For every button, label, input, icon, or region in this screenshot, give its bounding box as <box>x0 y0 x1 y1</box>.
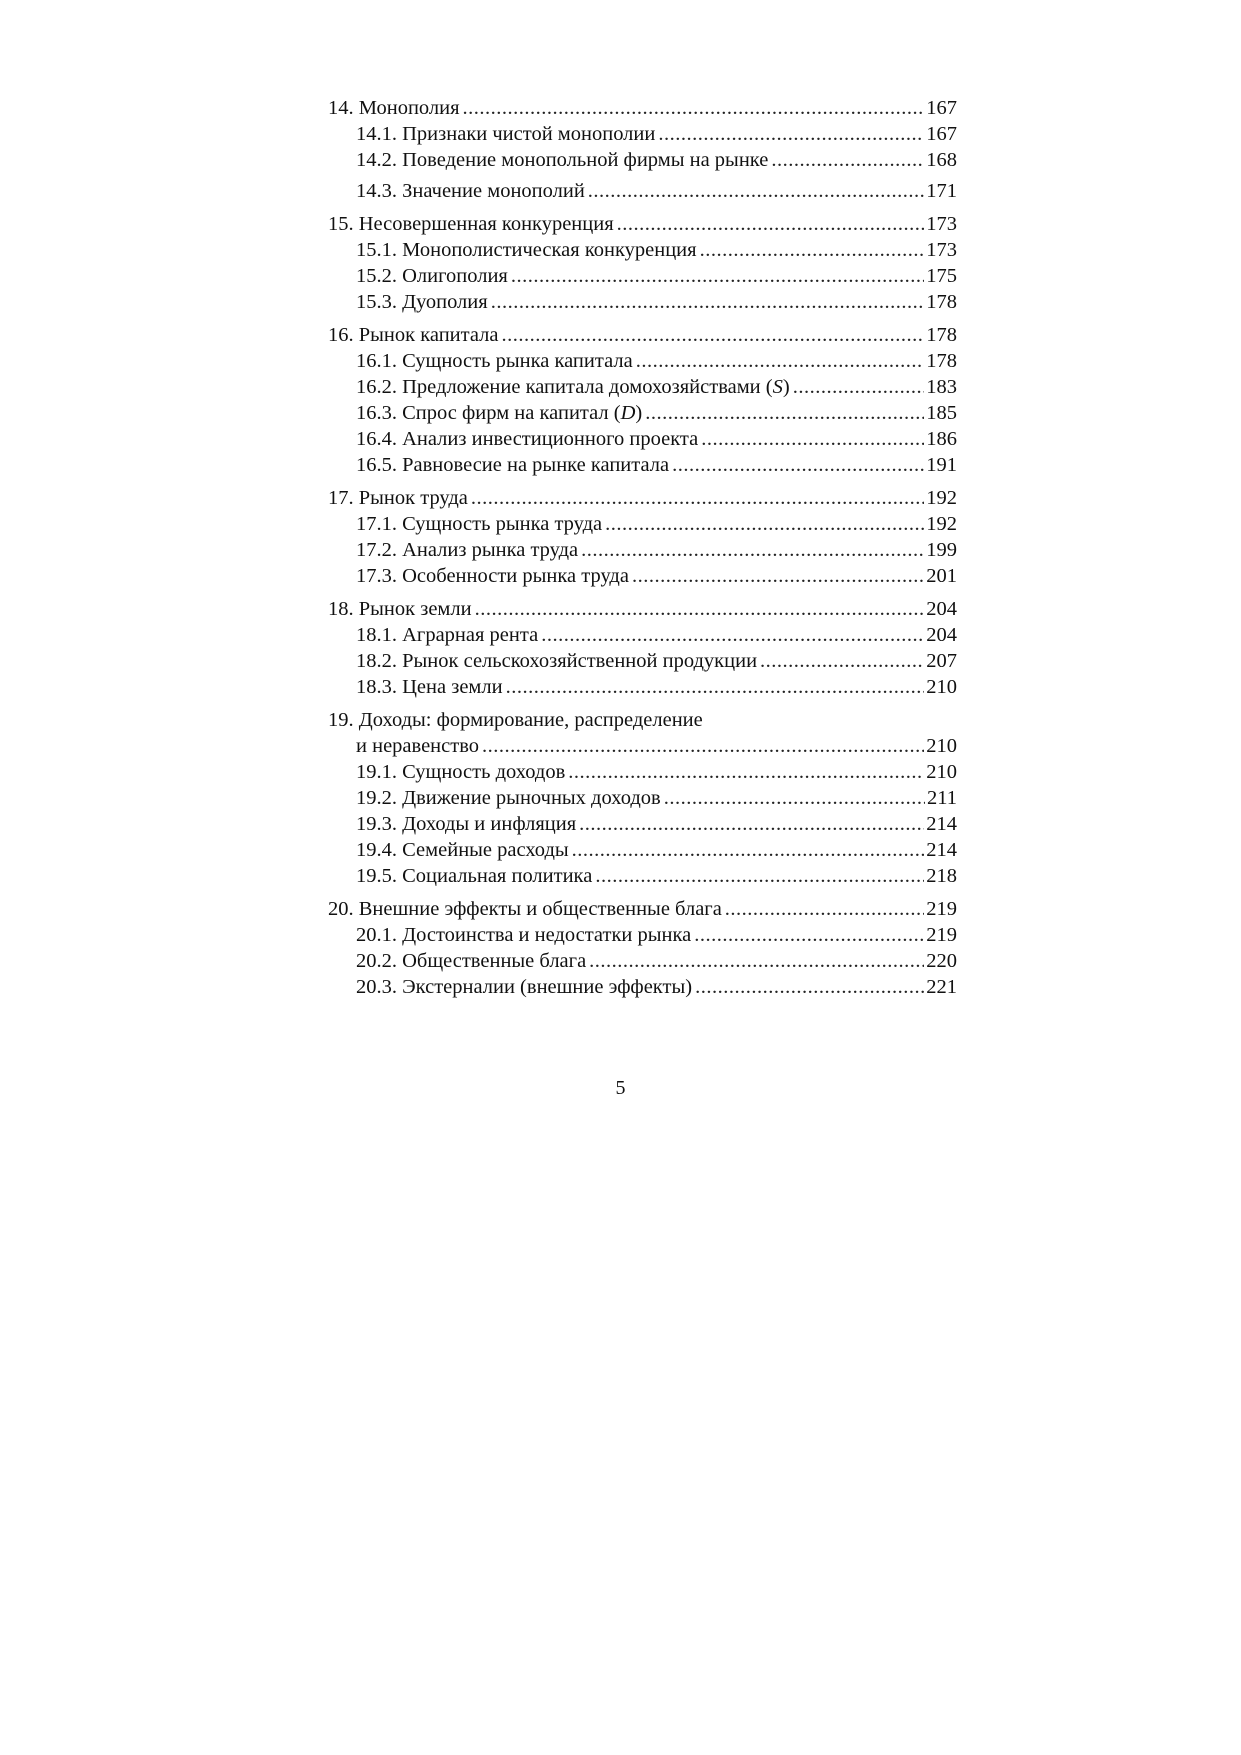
dot-leader <box>501 322 924 348</box>
toc-entry <box>328 922 957 948</box>
dot-leader <box>695 974 924 1000</box>
dot-leader <box>588 178 924 204</box>
toc-entry-page: 167 <box>926 123 957 145</box>
dot-leader <box>595 863 924 889</box>
toc-entry-page: 171 <box>926 180 957 202</box>
toc-entry <box>328 426 957 452</box>
toc-entry <box>328 537 957 563</box>
dot-leader <box>491 289 925 315</box>
toc-entry-title: 16.4. Анализ инвестиционного проекта <box>356 428 699 450</box>
toc-entry-title: 17.2. Анализ рынка труда <box>356 539 579 561</box>
toc-entry <box>328 263 957 289</box>
toc-entry-page: 220 <box>926 950 957 972</box>
toc-entry <box>328 707 957 733</box>
toc-entry-title: 20.1. Достоинства и недостатки рынка <box>356 924 692 946</box>
toc-entry <box>328 622 957 648</box>
toc-entry-title-main: 16.2. Предложение капитала домохозяйствами ( <box>356 376 773 398</box>
toc-entry-title: и неравенство <box>356 735 479 757</box>
toc-entry-title: 14.2. Поведение монопольной фирмы на рынке <box>356 149 769 171</box>
dot-leader <box>694 922 924 948</box>
toc-entry-page: 204 <box>926 598 957 620</box>
toc-entry-page: 218 <box>926 865 957 887</box>
dot-leader <box>541 622 924 648</box>
toc-entry-page: 214 <box>926 813 957 835</box>
dot-leader <box>568 759 924 785</box>
toc-entry-title: 18.3. Цена земли <box>356 676 503 698</box>
toc-entry-title-after: ) <box>635 402 643 424</box>
toc-entry-title-main: 16.3. Спрос фирм на капитал ( <box>356 402 621 424</box>
dot-leader <box>672 452 924 478</box>
toc-entry-page: 173 <box>926 239 957 261</box>
toc-entry-page: 204 <box>926 624 957 646</box>
dot-leader <box>482 733 924 759</box>
toc-entry-title: 20.2. Общественные блага <box>356 950 587 972</box>
toc-entry-title: 16.1. Сущность рынка капитала <box>356 350 633 372</box>
toc-entry-title <box>356 400 642 426</box>
toc-entry-page: 183 <box>926 376 957 398</box>
toc-entry <box>328 237 957 263</box>
toc-entry <box>328 348 957 374</box>
toc-entry-page: 173 <box>926 213 957 235</box>
toc-entry-title: 16.5. Равновесие на рынке капитала <box>356 454 670 476</box>
toc-entry-page: 219 <box>926 898 957 920</box>
toc-entry <box>328 896 957 922</box>
toc-entry <box>328 147 957 173</box>
toc-entry-title: 15.1. Монополистическая конкуренция <box>356 239 697 261</box>
toc-entry-page: 210 <box>926 676 957 698</box>
toc-entry-page: 178 <box>926 291 957 313</box>
dot-leader <box>725 896 924 922</box>
dot-leader <box>589 948 924 974</box>
toc-entry-page: 210 <box>926 735 957 757</box>
toc-entry-page: 214 <box>926 839 957 861</box>
toc-entry-title: 19.5. Социальная политика <box>356 865 593 887</box>
dot-leader <box>793 374 925 400</box>
toc-entry <box>328 785 957 811</box>
toc-entry-page: 192 <box>926 513 957 535</box>
toc-entry-title: 18.1. Аграрная рента <box>356 624 539 646</box>
dot-leader <box>617 211 925 237</box>
toc-entry <box>328 374 957 400</box>
toc-entry-page: 185 <box>926 402 957 424</box>
toc-entry-page: 207 <box>926 650 957 672</box>
toc-entry <box>328 452 957 478</box>
toc-entry-page: 211 <box>927 787 957 809</box>
toc-entry-title: 19.2. Движение рыночных доходов <box>356 787 661 809</box>
toc-entry-title: 18.2. Рынок сельскохозяйственной продукции <box>356 650 758 672</box>
toc-entry <box>328 563 957 589</box>
toc-entry-title: 16. Рынок капитала <box>328 324 499 346</box>
toc-entry <box>328 322 957 348</box>
dot-leader <box>605 511 924 537</box>
dot-leader <box>463 95 925 121</box>
toc-entry-title: 19. Доходы: формирование, распределение <box>328 709 703 731</box>
toc-entry <box>328 95 957 121</box>
dot-leader <box>658 121 924 147</box>
toc-entry <box>328 400 957 426</box>
toc-entry-page: 175 <box>926 265 957 287</box>
dot-leader <box>701 426 924 452</box>
toc-entry-title-after: ) <box>782 376 790 398</box>
toc-entry <box>328 289 957 315</box>
dot-leader <box>579 811 924 837</box>
toc-entry <box>328 863 957 889</box>
table-of-contents <box>328 95 957 1000</box>
toc-entry <box>328 511 957 537</box>
toc-entry-title: 17.3. Особенности рынка труда <box>356 565 629 587</box>
toc-entry <box>328 596 957 622</box>
toc-entry-title: 19.4. Семейные расходы <box>356 839 569 861</box>
toc-entry-title: 15.2. Олигополия <box>356 265 508 287</box>
dot-leader <box>771 147 924 173</box>
toc-entry-title: 14.3. Значение монополий <box>356 180 585 202</box>
toc-entry-page: 178 <box>926 324 957 346</box>
dot-leader <box>511 263 924 289</box>
toc-entry-title: 17. Рынок труда <box>328 487 468 509</box>
dot-leader <box>471 485 924 511</box>
toc-entry-page: 167 <box>926 97 957 119</box>
toc-entry-title <box>356 374 790 400</box>
toc-entry-page: 219 <box>926 924 957 946</box>
toc-entry-page: 192 <box>926 487 957 509</box>
toc-entry <box>328 837 957 863</box>
toc-entry-title: 19.3. Доходы и инфляция <box>356 813 577 835</box>
dot-leader <box>645 400 924 426</box>
toc-entry-page: 201 <box>926 565 957 587</box>
toc-entry <box>328 485 957 511</box>
toc-entry-page: 221 <box>926 976 957 998</box>
dot-leader <box>506 674 925 700</box>
toc-entry-continuation <box>328 733 957 759</box>
toc-entry <box>328 648 957 674</box>
toc-entry <box>328 811 957 837</box>
toc-entry <box>328 974 957 1000</box>
dot-leader <box>475 596 925 622</box>
dot-leader <box>581 537 924 563</box>
toc-entry <box>328 759 957 785</box>
toc-entry-title: 20. Внешние эффекты и общественные блага <box>328 898 722 920</box>
toc-entry-page: 168 <box>926 149 957 171</box>
toc-entry-title: 18. Рынок земли <box>328 598 472 620</box>
toc-entry-page: 186 <box>926 428 957 450</box>
toc-entry-page: 178 <box>926 350 957 372</box>
toc-entry-title: 17.1. Сущность рынка труда <box>356 513 603 535</box>
dot-leader <box>636 348 925 374</box>
toc-entry-title: 14. Монополия <box>328 97 460 119</box>
toc-entry-title: 20.3. Экстерналии (внешние эффекты) <box>356 976 693 998</box>
toc-entry-title: 19.1. Сущность доходов <box>356 761 566 783</box>
dot-leader <box>760 648 924 674</box>
toc-entry <box>328 178 957 204</box>
toc-entry-title-italic: S <box>772 376 783 398</box>
toc-entry <box>328 674 957 700</box>
toc-entry <box>328 211 957 237</box>
dot-leader <box>700 237 925 263</box>
toc-entry-title: 15.3. Дуополия <box>356 291 488 313</box>
toc-entry <box>328 948 957 974</box>
toc-entry <box>328 121 957 147</box>
page-number: 5 <box>615 1077 626 1099</box>
toc-entry-title-italic: D <box>620 402 636 424</box>
toc-entry-page: 210 <box>926 761 957 783</box>
dot-leader <box>664 785 925 811</box>
toc-entry-page: 199 <box>926 539 957 561</box>
dot-leader <box>632 563 924 589</box>
toc-entry-title: 14.1. Признаки чистой монополии <box>356 123 656 145</box>
toc-entry-title: 15. Несовершенная конкуренция <box>328 213 614 235</box>
dot-leader <box>572 837 925 863</box>
toc-entry-page: 191 <box>926 454 957 476</box>
